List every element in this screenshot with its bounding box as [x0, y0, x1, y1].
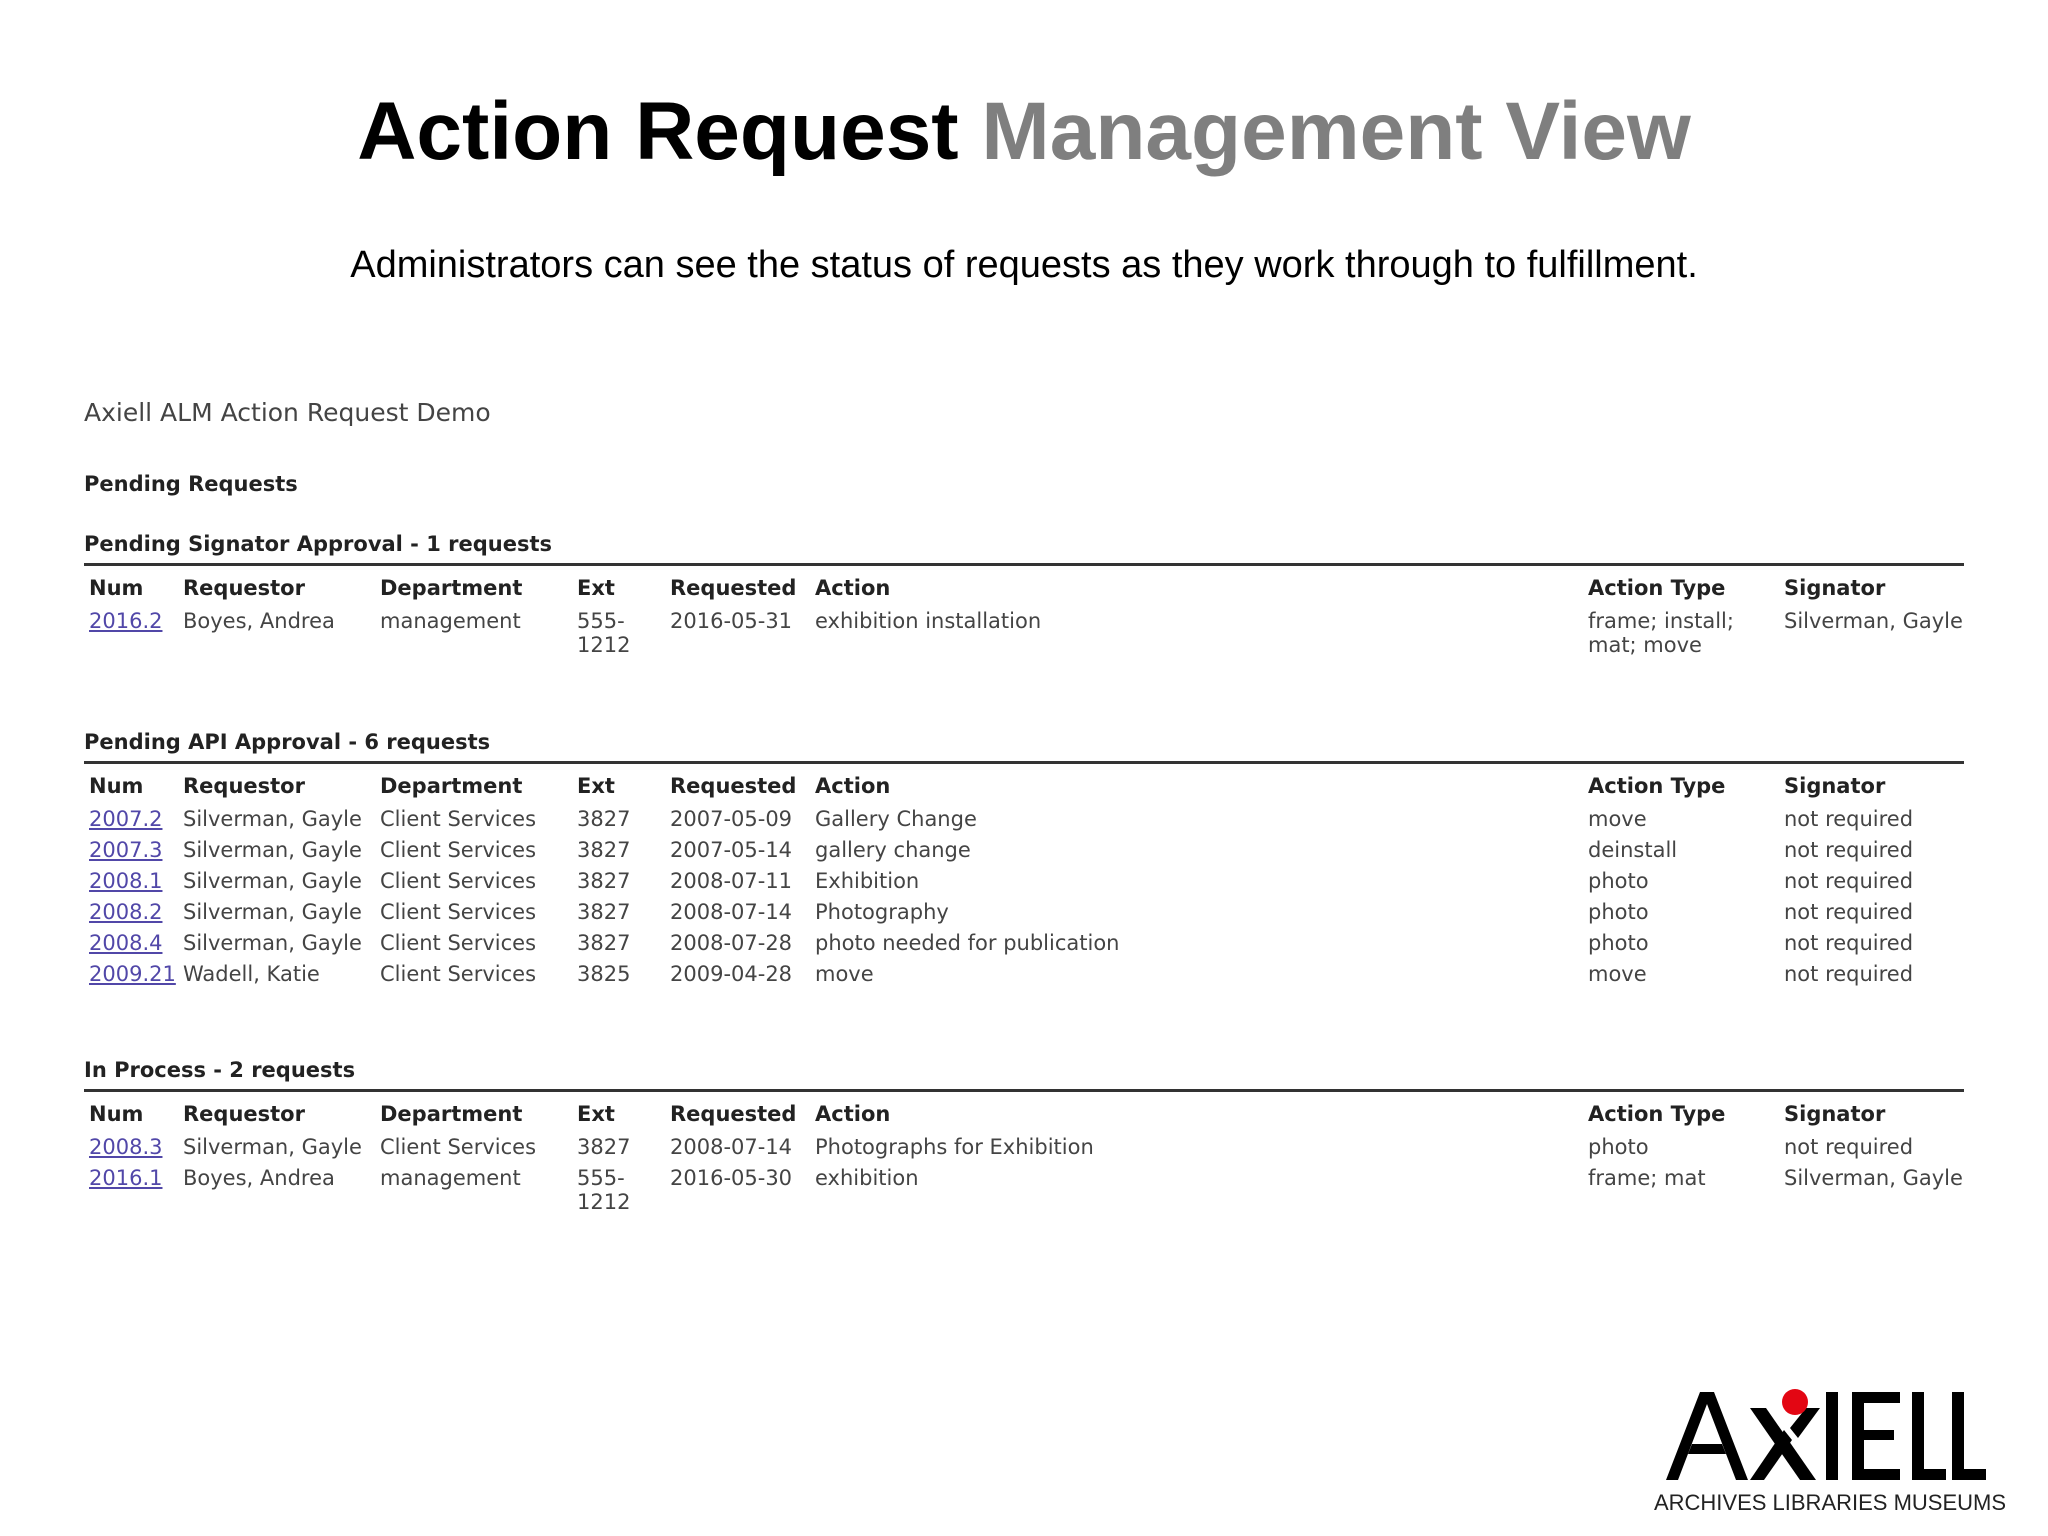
- cell-requestor: Silverman, Gayle: [183, 807, 362, 831]
- table-row: [84, 1163, 1964, 1218]
- column-header-requestor: Requestor: [183, 1102, 305, 1126]
- cell-action-type: photo: [1588, 1135, 1649, 1159]
- cell-action: Photography: [815, 900, 949, 924]
- cell-action-type: deinstall: [1588, 838, 1678, 862]
- cell-action: exhibition installation: [815, 609, 1042, 633]
- request-section: [84, 1056, 1964, 1218]
- pending-requests-heading: Pending Requests: [84, 472, 298, 496]
- cell-department: Client Services: [380, 931, 537, 955]
- axiell-logo: [1640, 1388, 2020, 1518]
- cell-requestor: Silverman, Gayle: [183, 1135, 362, 1159]
- requests-table: [84, 576, 1964, 661]
- cell-action: gallery change: [815, 838, 971, 862]
- cell-ext: 3827: [577, 838, 631, 862]
- cell-requestor: Boyes, Andrea: [183, 609, 335, 633]
- column-header-ext: Ext: [577, 576, 615, 600]
- request-num-link[interactable]: 2008.2: [89, 900, 163, 924]
- cell-action-type: photo: [1588, 869, 1649, 893]
- table-header-row: [84, 576, 1964, 606]
- column-header-department: Department: [380, 576, 523, 600]
- column-header-department: Department: [380, 1102, 523, 1126]
- table-row: [84, 606, 1964, 661]
- cell-num: [84, 959, 178, 990]
- axiell-logo-mark: [1666, 1388, 1986, 1488]
- cell-ext: 3827: [577, 931, 631, 955]
- cell-department: Client Services: [380, 807, 537, 831]
- column-header-signator: Signator: [1784, 576, 1886, 600]
- request-num-link[interactable]: 2008.4: [89, 931, 163, 955]
- section-heading: Pending API Approval - 6 requests: [84, 730, 491, 754]
- cell-ext: 3827: [577, 900, 631, 924]
- request-num-link[interactable]: 2008.1: [89, 869, 163, 893]
- cell-num: [84, 804, 178, 835]
- cell-signator: not required: [1784, 900, 1914, 924]
- cell-num: [84, 835, 178, 866]
- requests-table: [84, 774, 1964, 990]
- request-section: [84, 728, 1964, 990]
- column-header-action: Action: [815, 774, 891, 798]
- column-header-action-type: Action Type: [1588, 1102, 1726, 1126]
- cell-action-type: frame; install; mat; move: [1588, 609, 1734, 657]
- section-divider: [84, 563, 1964, 566]
- cell-num: [84, 897, 178, 928]
- cell-num: [84, 1163, 178, 1218]
- column-header-department: Department: [380, 774, 523, 798]
- column-header-requestor: Requestor: [183, 774, 305, 798]
- request-num-link[interactable]: 2016.1: [89, 1166, 163, 1190]
- cell-signator: not required: [1784, 1135, 1914, 1159]
- cell-action-type: move: [1588, 807, 1647, 831]
- table-row: [84, 804, 1964, 835]
- column-header-action-type: Action Type: [1588, 576, 1726, 600]
- table-row: [84, 866, 1964, 897]
- column-header-num: Num: [89, 774, 144, 798]
- cell-requested: 2016-05-31: [670, 609, 793, 633]
- column-header-ext: Ext: [577, 774, 615, 798]
- cell-num: [84, 866, 178, 897]
- cell-department: management: [380, 609, 521, 633]
- table-row: [84, 1132, 1964, 1163]
- column-header-num: Num: [89, 1102, 144, 1126]
- table-row: [84, 897, 1964, 928]
- column-header-requestor: Requestor: [183, 576, 305, 600]
- cell-signator: not required: [1784, 931, 1914, 955]
- cell-department: management: [380, 1166, 521, 1190]
- slide-title-light: Management View: [981, 86, 1691, 177]
- cell-department: Client Services: [380, 900, 537, 924]
- cell-ext: 3825: [577, 962, 631, 986]
- cell-department: Client Services: [380, 838, 537, 862]
- cell-signator: not required: [1784, 807, 1914, 831]
- cell-requested: 2016-05-30: [670, 1166, 793, 1190]
- section-divider: [84, 761, 1964, 764]
- request-num-link[interactable]: 2016.2: [89, 609, 163, 633]
- cell-requested: 2008-07-28: [670, 931, 793, 955]
- request-section: [84, 530, 1964, 661]
- section-heading: Pending Signator Approval - 1 requests: [84, 532, 552, 556]
- cell-num: [84, 928, 178, 959]
- cell-requestor: Silverman, Gayle: [183, 931, 362, 955]
- cell-num: [84, 1132, 178, 1163]
- cell-ext: 555-1212: [577, 1166, 631, 1214]
- cell-action: Gallery Change: [815, 807, 977, 831]
- cell-requestor: Silverman, Gayle: [183, 838, 362, 862]
- table-row: [84, 835, 1964, 866]
- cell-action-type: move: [1588, 962, 1647, 986]
- cell-signator: Silverman, Gayle: [1784, 609, 1963, 633]
- table-header-row: [84, 774, 1964, 804]
- cell-action: photo needed for publication: [815, 931, 1120, 955]
- cell-requested: 2008-07-14: [670, 1135, 793, 1159]
- table-header-row: [84, 1102, 1964, 1132]
- request-num-link[interactable]: 2007.2: [89, 807, 163, 831]
- logo-tagline: ARCHIVES LIBRARIES MUSEUMS: [1653, 1490, 2007, 1515]
- table-row: [84, 959, 1964, 990]
- slide-title: [0, 82, 2048, 182]
- cell-requested: 2007-05-14: [670, 838, 793, 862]
- cell-requested: 2008-07-11: [670, 869, 793, 893]
- cell-signator: not required: [1784, 962, 1914, 986]
- cell-action: Photographs for Exhibition: [815, 1135, 1094, 1159]
- column-header-signator: Signator: [1784, 774, 1886, 798]
- app-title: Axiell ALM Action Request Demo: [84, 398, 491, 427]
- cell-ext: 3827: [577, 1135, 631, 1159]
- cell-requested: 2009-04-28: [670, 962, 793, 986]
- column-header-requested: Requested: [670, 774, 797, 798]
- column-header-action-type: Action Type: [1588, 774, 1726, 798]
- cell-action-type: photo: [1588, 931, 1649, 955]
- cell-ext: 555-1212: [577, 609, 631, 657]
- column-header-signator: Signator: [1784, 1102, 1886, 1126]
- cell-requestor: Boyes, Andrea: [183, 1166, 335, 1190]
- cell-requestor: Wadell, Katie: [183, 962, 320, 986]
- requests-table: [84, 1102, 1964, 1218]
- column-header-action: Action: [815, 1102, 891, 1126]
- request-num-link[interactable]: 2009.21: [89, 962, 176, 986]
- cell-action-type: frame; mat: [1588, 1166, 1706, 1190]
- cell-action: exhibition: [815, 1166, 919, 1190]
- slide-title-dark: Action Request: [357, 86, 959, 177]
- cell-requested: 2008-07-14: [670, 900, 793, 924]
- cell-signator: not required: [1784, 838, 1914, 862]
- section-heading: In Process - 2 requests: [84, 1058, 356, 1082]
- column-header-requested: Requested: [670, 576, 797, 600]
- table-row: [84, 928, 1964, 959]
- cell-requestor: Silverman, Gayle: [183, 900, 362, 924]
- column-header-ext: Ext: [577, 1102, 615, 1126]
- request-num-link[interactable]: 2008.3: [89, 1135, 163, 1159]
- logo-red-dot: [1782, 1389, 1808, 1415]
- cell-ext: 3827: [577, 869, 631, 893]
- cell-requested: 2007-05-09: [670, 807, 793, 831]
- slide-subtitle: Administrators can see the status of requests as they work through to fulfillment.: [350, 244, 1698, 286]
- cell-department: Client Services: [380, 869, 537, 893]
- cell-action-type: photo: [1588, 900, 1649, 924]
- request-num-link[interactable]: 2007.3: [89, 838, 163, 862]
- column-header-requested: Requested: [670, 1102, 797, 1126]
- column-header-num: Num: [89, 576, 144, 600]
- cell-department: Client Services: [380, 962, 537, 986]
- cell-action: move: [815, 962, 874, 986]
- cell-action: Exhibition: [815, 869, 920, 893]
- section-divider: [84, 1089, 1964, 1092]
- cell-num: [84, 606, 178, 661]
- cell-signator: not required: [1784, 869, 1914, 893]
- cell-signator: Silverman, Gayle: [1784, 1166, 1963, 1190]
- cell-requestor: Silverman, Gayle: [183, 869, 362, 893]
- column-header-action: Action: [815, 576, 891, 600]
- cell-department: Client Services: [380, 1135, 537, 1159]
- cell-ext: 3827: [577, 807, 631, 831]
